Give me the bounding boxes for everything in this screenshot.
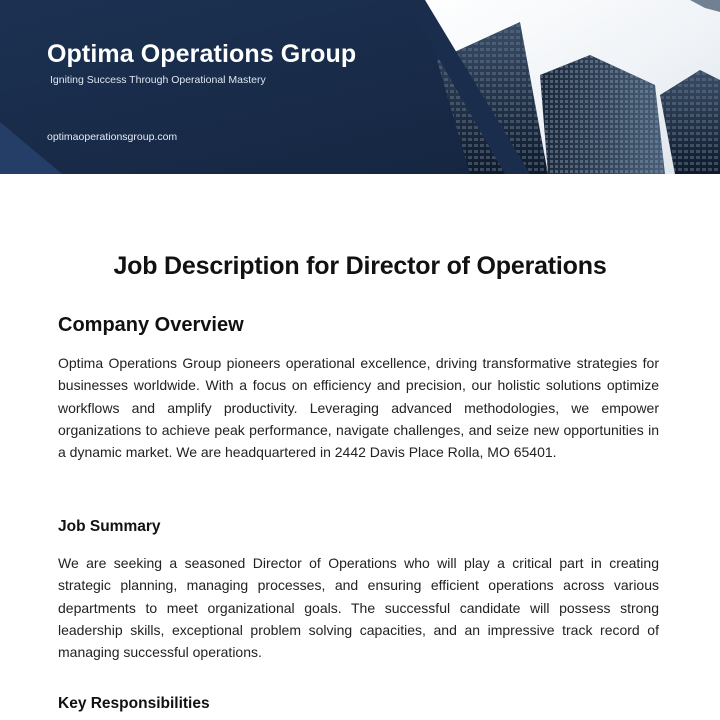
job-summary-text: We are seeking a seasoned Director of Operations who will play a critical part in creating strategic planning, managing processes, and ensuring efficient operations across various departments to meet organizational goals. The successful candidate will possess strong leadership skills, exceptional problem solving capacities, and an impressive track record of managing successful operations. (58, 555, 659, 661)
company-overview-text: Optima Operations Group pioneers operational excellence, driving transformative strategies for businesses worldwide. With a focus on efficiency and precision, our holistic solutions optimize workflows and amplify productivity. Leveraging advanced methodologies, we empower organizations to achieve peak performance, navigate challenges, and seize new opportunities in a dynamic market. We are headquartered in 2442 Davis Place Rolla, MO 65401. (58, 355, 659, 461)
company-website-link[interactable]: optimaoperationsgroup.com (47, 131, 178, 143)
company-tagline: Igniting Success Through Operational Mastery (50, 74, 266, 86)
banner-artwork (0, 0, 720, 174)
document-title: Job Description for Director of Operations (113, 252, 607, 280)
section-heading-key-responsibilities: Key Responsibilities (58, 695, 210, 712)
section-heading-job-summary: Job Summary (58, 518, 161, 535)
company-name: Optima Operations Group (47, 40, 357, 68)
header-banner (0, 0, 720, 174)
section-heading-company-overview: Company Overview (58, 314, 244, 336)
